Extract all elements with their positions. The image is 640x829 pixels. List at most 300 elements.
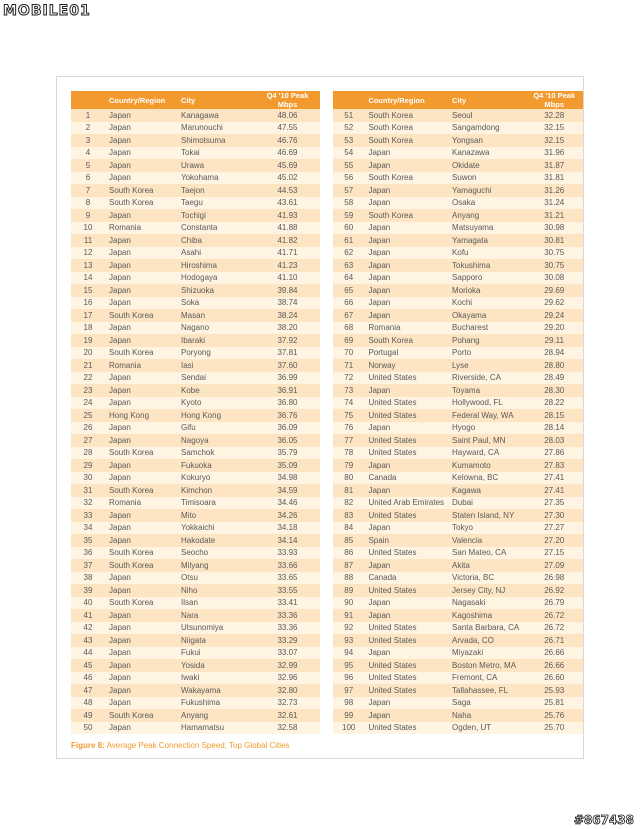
speed-cell: 44.53: [255, 184, 320, 197]
city-cell: Seocho: [177, 547, 255, 560]
table-row: [333, 659, 583, 672]
city-cell: Nagano: [177, 322, 255, 335]
table-row: [333, 609, 583, 622]
table-row: [71, 609, 320, 622]
city-cell: Okidate: [448, 159, 525, 172]
header-speed: Q4 '10 Peak Mbps: [255, 91, 320, 109]
rank-cell: 69: [333, 334, 364, 347]
country-cell: United States: [364, 672, 448, 685]
table-row: [333, 334, 583, 347]
rank-cell: 8: [71, 197, 105, 210]
city-cell: Hollywood, FL: [448, 397, 525, 410]
city-cell: Victoria, BC: [448, 572, 525, 585]
city-cell: Samchok: [177, 447, 255, 460]
city-cell: Porto: [448, 347, 525, 360]
table-row: [333, 372, 583, 385]
city-cell: Mito: [177, 509, 255, 522]
city-cell: Ilsan: [177, 597, 255, 610]
rank-cell: 16: [71, 297, 105, 310]
rank-cell: 28: [71, 447, 105, 460]
speed-cell: 41.23: [255, 259, 320, 272]
rank-cell: 93: [333, 634, 364, 647]
city-cell: Hayward, CA: [448, 447, 525, 460]
country-cell: South Korea: [105, 547, 177, 560]
country-cell: United States: [364, 584, 448, 597]
speed-cell: 35.79: [255, 447, 320, 460]
table-row: [333, 534, 583, 547]
rank-cell: 54: [333, 147, 364, 160]
table-row: [333, 347, 583, 360]
speed-cell: 37.81: [255, 347, 320, 360]
table-row: [71, 122, 320, 135]
country-cell: Japan: [105, 209, 177, 222]
rank-cell: 73: [333, 384, 364, 397]
speed-cell: 26.79: [525, 597, 583, 610]
city-cell: Hong Kong: [177, 409, 255, 422]
country-cell: Japan: [105, 672, 177, 685]
country-cell: Japan: [364, 147, 448, 160]
speed-table-left: [71, 91, 320, 734]
rank-cell: 84: [333, 522, 364, 535]
country-cell: United States: [364, 722, 448, 735]
rank-cell: 53: [333, 134, 364, 147]
rank-cell: 18: [71, 322, 105, 335]
table-row: [333, 122, 583, 135]
speed-cell: 28.22: [525, 397, 583, 410]
city-cell: Yamaguchi: [448, 184, 525, 197]
city-cell: Morioka: [448, 284, 525, 297]
table-row: [333, 109, 583, 122]
speed-cell: 28.14: [525, 422, 583, 435]
country-cell: Japan: [105, 234, 177, 247]
table-row: [333, 647, 583, 660]
city-cell: San Mateo, CA: [448, 547, 525, 560]
city-cell: Yokohama: [177, 172, 255, 185]
table-row: [71, 384, 320, 397]
rank-cell: 49: [71, 709, 105, 722]
city-cell: Hakodate: [177, 534, 255, 547]
table-row: [333, 384, 583, 397]
table-row: [71, 672, 320, 685]
table-row: [333, 522, 583, 535]
country-cell: Japan: [105, 109, 177, 122]
speed-cell: 29.20: [525, 322, 583, 335]
caption-label: Figure 8:: [71, 741, 105, 750]
country-cell: Japan: [105, 522, 177, 535]
city-cell: Sapporo: [448, 272, 525, 285]
rank-cell: 10: [71, 222, 105, 235]
table-row: [333, 209, 583, 222]
city-cell: Arvada, CO: [448, 634, 525, 647]
city-cell: Hiroshima: [177, 259, 255, 272]
rank-cell: 66: [333, 297, 364, 310]
rank-cell: 36: [71, 547, 105, 560]
country-cell: Norway: [364, 359, 448, 372]
table-row: [71, 222, 320, 235]
rank-cell: 12: [71, 247, 105, 260]
city-cell: Soka: [177, 297, 255, 310]
rank-cell: 87: [333, 559, 364, 572]
table-row: [333, 622, 583, 635]
city-cell: Saint Paul, MN: [448, 434, 525, 447]
city-cell: Sangamdong: [448, 122, 525, 135]
table-row: [71, 509, 320, 522]
city-cell: Kagawa: [448, 484, 525, 497]
table-row: [333, 459, 583, 472]
city-cell: Shizuoka: [177, 284, 255, 297]
speed-cell: 29.62: [525, 297, 583, 310]
table-row: [71, 622, 320, 635]
header-city: City: [177, 91, 255, 109]
country-cell: Japan: [105, 634, 177, 647]
city-cell: Kanazawa: [448, 147, 525, 160]
table-row: [333, 259, 583, 272]
table-row: [71, 334, 320, 347]
table-row: [333, 572, 583, 585]
speed-cell: 30.75: [525, 259, 583, 272]
speed-cell: 27.15: [525, 547, 583, 560]
table-row: [333, 559, 583, 572]
country-cell: United States: [364, 434, 448, 447]
speed-cell: 39.84: [255, 284, 320, 297]
table-row: [333, 409, 583, 422]
speed-cell: 27.41: [525, 472, 583, 485]
country-cell: South Korea: [364, 122, 448, 135]
country-cell: Japan: [105, 697, 177, 710]
country-cell: South Korea: [105, 347, 177, 360]
rank-cell: 22: [71, 372, 105, 385]
rank-cell: 21: [71, 359, 105, 372]
rank-cell: 30: [71, 472, 105, 485]
country-cell: United States: [364, 372, 448, 385]
rank-cell: 77: [333, 434, 364, 447]
speed-cell: 25.81: [525, 697, 583, 710]
country-cell: Romania: [105, 359, 177, 372]
country-cell: Spain: [364, 534, 448, 547]
country-cell: Japan: [105, 509, 177, 522]
country-cell: Japan: [105, 659, 177, 672]
city-cell: Tokai: [177, 147, 255, 160]
table-row: [333, 547, 583, 560]
rank-cell: 50: [71, 722, 105, 735]
rank-cell: 42: [71, 622, 105, 635]
city-cell: Seoul: [448, 109, 525, 122]
country-cell: Japan: [105, 459, 177, 472]
country-cell: South Korea: [105, 309, 177, 322]
rank-cell: 61: [333, 234, 364, 247]
city-cell: Yamagata: [448, 234, 525, 247]
table-row: [333, 634, 583, 647]
table-row: [71, 134, 320, 147]
country-cell: South Korea: [105, 597, 177, 610]
table-row: [71, 497, 320, 510]
speed-cell: 45.02: [255, 172, 320, 185]
country-cell: United States: [364, 684, 448, 697]
caption-text: Average Peak Connection Speed, Top Global Cities: [104, 741, 290, 750]
speed-cell: 27.41: [525, 484, 583, 497]
table-row: [333, 484, 583, 497]
rank-cell: 27: [71, 434, 105, 447]
speed-cell: 31.21: [525, 209, 583, 222]
country-cell: United States: [364, 409, 448, 422]
speed-cell: 30.98: [525, 222, 583, 235]
city-cell: Tokushima: [448, 259, 525, 272]
rank-cell: 26: [71, 422, 105, 435]
speed-cell: 35.09: [255, 459, 320, 472]
rank-cell: 34: [71, 522, 105, 535]
speed-cell: 29.24: [525, 309, 583, 322]
rank-cell: 47: [71, 684, 105, 697]
country-cell: United States: [364, 397, 448, 410]
table-row: [71, 147, 320, 160]
speed-cell: 26.71: [525, 634, 583, 647]
table-row: [71, 559, 320, 572]
table-row: [71, 234, 320, 247]
table-row: [71, 434, 320, 447]
table-row: [71, 597, 320, 610]
country-cell: Japan: [364, 459, 448, 472]
city-cell: Hyogo: [448, 422, 525, 435]
speed-cell: 46.69: [255, 147, 320, 160]
city-cell: Bucharest: [448, 322, 525, 335]
city-cell: Iasi: [177, 359, 255, 372]
speed-cell: 33.29: [255, 634, 320, 647]
city-cell: Dubai: [448, 497, 525, 510]
city-cell: Asahi: [177, 247, 255, 260]
city-cell: Toyama: [448, 384, 525, 397]
table-row: [71, 347, 320, 360]
rank-cell: 82: [333, 497, 364, 510]
country-cell: Hong Kong: [105, 409, 177, 422]
speed-cell: 27.20: [525, 534, 583, 547]
table-row: [71, 459, 320, 472]
speed-cell: 26.72: [525, 622, 583, 635]
country-cell: Japan: [364, 522, 448, 535]
country-cell: Japan: [364, 309, 448, 322]
header-speed: Q4 '10 Peak Mbps: [525, 91, 583, 109]
rank-cell: 48: [71, 697, 105, 710]
speed-cell: 31.81: [525, 172, 583, 185]
speed-cell: 34.14: [255, 534, 320, 547]
speed-cell: 37.60: [255, 359, 320, 372]
country-cell: Japan: [364, 609, 448, 622]
rank-cell: 80: [333, 472, 364, 485]
city-cell: Anyang: [177, 709, 255, 722]
rank-cell: 3: [71, 134, 105, 147]
rank-cell: 1: [71, 109, 105, 122]
rank-cell: 46: [71, 672, 105, 685]
speed-cell: 33.93: [255, 547, 320, 560]
table-row: [71, 372, 320, 385]
city-cell: Miyazaki: [448, 647, 525, 660]
rank-cell: 15: [71, 284, 105, 297]
rank-cell: 55: [333, 159, 364, 172]
country-cell: United Arab Emirates: [364, 497, 448, 510]
speed-cell: 36.05: [255, 434, 320, 447]
city-cell: Osaka: [448, 197, 525, 210]
speed-cell: 31.96: [525, 147, 583, 160]
city-cell: Chiba: [177, 234, 255, 247]
table-row: [333, 434, 583, 447]
speed-cell: 32.15: [525, 122, 583, 135]
city-cell: Nara: [177, 609, 255, 622]
rank-cell: 14: [71, 272, 105, 285]
city-cell: Matsuyama: [448, 222, 525, 235]
rank-cell: 35: [71, 534, 105, 547]
rank-cell: 96: [333, 672, 364, 685]
rank-cell: 65: [333, 284, 364, 297]
speed-cell: 28.80: [525, 359, 583, 372]
rank-cell: 94: [333, 647, 364, 660]
table-row: [71, 109, 320, 122]
rank-cell: 41: [71, 609, 105, 622]
table-row: [71, 572, 320, 585]
rank-cell: 63: [333, 259, 364, 272]
city-cell: Saga: [448, 697, 525, 710]
table-row: [333, 422, 583, 435]
country-cell: South Korea: [105, 197, 177, 210]
table-row: [71, 722, 320, 735]
city-cell: Pohang: [448, 334, 525, 347]
country-cell: South Korea: [364, 334, 448, 347]
country-cell: Canada: [364, 472, 448, 485]
table-row: [333, 322, 583, 335]
country-cell: Japan: [364, 234, 448, 247]
country-cell: South Korea: [105, 184, 177, 197]
speed-cell: 36.80: [255, 397, 320, 410]
rank-cell: 2: [71, 122, 105, 135]
country-cell: Romania: [364, 322, 448, 335]
rank-cell: 79: [333, 459, 364, 472]
city-cell: Yongsan: [448, 134, 525, 147]
table-row: [71, 547, 320, 560]
rank-cell: 38: [71, 572, 105, 585]
country-cell: South Korea: [105, 484, 177, 497]
city-cell: Kelowna, BC: [448, 472, 525, 485]
country-cell: United States: [364, 622, 448, 635]
city-cell: Ogden, UT: [448, 722, 525, 735]
header-country: Country/Region: [105, 91, 177, 109]
speed-cell: 30.75: [525, 247, 583, 260]
rank-cell: 23: [71, 384, 105, 397]
country-cell: Japan: [105, 147, 177, 160]
table-row: [333, 247, 583, 260]
rank-cell: 32: [71, 497, 105, 510]
speed-cell: 47.55: [255, 122, 320, 135]
speed-cell: 33.36: [255, 622, 320, 635]
rank-cell: 60: [333, 222, 364, 235]
speed-cell: 33.36: [255, 609, 320, 622]
city-cell: Okayama: [448, 309, 525, 322]
table-row: [71, 259, 320, 272]
speed-cell: 41.93: [255, 209, 320, 222]
table-row: [71, 184, 320, 197]
rank-cell: 67: [333, 309, 364, 322]
speed-cell: 27.09: [525, 559, 583, 572]
speed-cell: 27.86: [525, 447, 583, 460]
rank-cell: 91: [333, 609, 364, 622]
speed-cell: 26.98: [525, 572, 583, 585]
speed-cell: 28.03: [525, 434, 583, 447]
city-cell: Federal Way, WA: [448, 409, 525, 422]
watermark: #867438: [573, 813, 634, 827]
country-cell: Japan: [105, 584, 177, 597]
rank-cell: 78: [333, 447, 364, 460]
rank-cell: 43: [71, 634, 105, 647]
rank-cell: 24: [71, 397, 105, 410]
rank-cell: 92: [333, 622, 364, 635]
speed-cell: 32.61: [255, 709, 320, 722]
table-row: [71, 209, 320, 222]
table-row: [71, 447, 320, 460]
speed-cell: 26.92: [525, 584, 583, 597]
table-row: [71, 472, 320, 485]
table-row: [333, 497, 583, 510]
country-cell: Japan: [105, 684, 177, 697]
city-cell: Fukuoka: [177, 459, 255, 472]
country-cell: Japan: [105, 297, 177, 310]
table-row: [71, 534, 320, 547]
country-cell: Japan: [105, 134, 177, 147]
rank-cell: 31: [71, 484, 105, 497]
country-cell: South Korea: [105, 559, 177, 572]
city-cell: Riverside, CA: [448, 372, 525, 385]
table-row: [333, 147, 583, 160]
rank-cell: 86: [333, 547, 364, 560]
speed-cell: 30.81: [525, 234, 583, 247]
city-cell: Shimotsuma: [177, 134, 255, 147]
city-cell: Kagoshima: [448, 609, 525, 622]
country-cell: United States: [364, 509, 448, 522]
header-city: City: [448, 91, 525, 109]
rank-cell: 57: [333, 184, 364, 197]
city-cell: Lyse: [448, 359, 525, 372]
city-cell: Kofu: [448, 247, 525, 260]
speed-cell: 32.58: [255, 722, 320, 735]
speed-cell: 36.76: [255, 409, 320, 422]
table-row: [333, 234, 583, 247]
country-cell: Japan: [105, 334, 177, 347]
city-cell: Fukui: [177, 647, 255, 660]
city-cell: Timisoara: [177, 497, 255, 510]
country-cell: Japan: [364, 559, 448, 572]
table-header-row: [71, 91, 320, 109]
country-cell: United States: [364, 634, 448, 647]
speed-cell: 38.74: [255, 297, 320, 310]
city-cell: Poryong: [177, 347, 255, 360]
city-cell: Urawa: [177, 159, 255, 172]
country-cell: Japan: [105, 647, 177, 660]
country-cell: Japan: [364, 259, 448, 272]
speed-cell: 33.65: [255, 572, 320, 585]
country-cell: Japan: [105, 397, 177, 410]
figure-caption: [71, 741, 290, 750]
country-cell: Japan: [364, 184, 448, 197]
speed-cell: 28.30: [525, 384, 583, 397]
city-cell: Hodogaya: [177, 272, 255, 285]
speed-cell: 27.30: [525, 509, 583, 522]
city-cell: Fremont, CA: [448, 672, 525, 685]
country-cell: Japan: [105, 284, 177, 297]
report-page: [56, 76, 584, 759]
country-cell: Japan: [364, 384, 448, 397]
speed-cell: 43.61: [255, 197, 320, 210]
header-rank: [71, 91, 105, 109]
city-cell: Kimchon: [177, 484, 255, 497]
city-cell: Masan: [177, 309, 255, 322]
city-cell: Santa Barbara, CA: [448, 622, 525, 635]
city-cell: Suwon: [448, 172, 525, 185]
